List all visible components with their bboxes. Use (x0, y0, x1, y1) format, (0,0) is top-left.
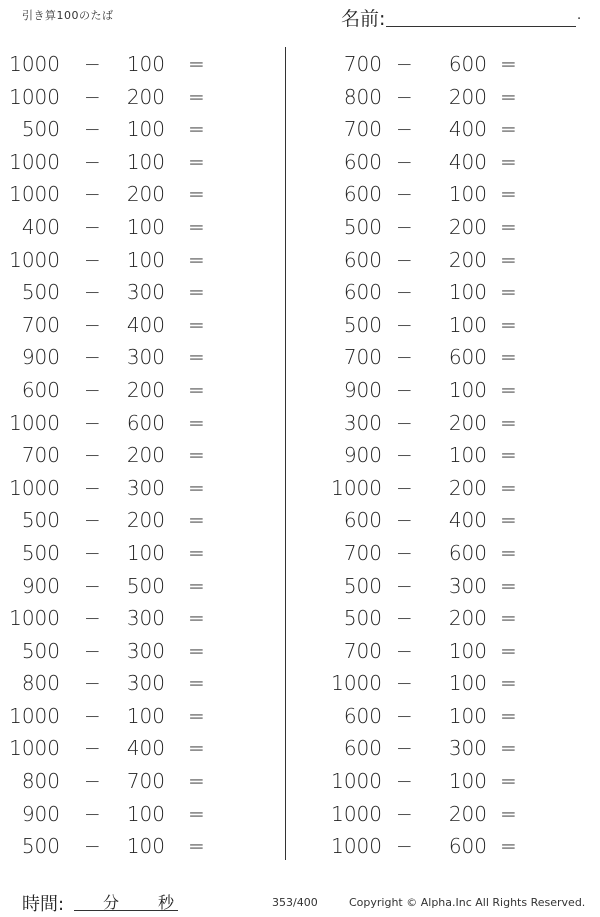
subtrahend: 600 (126, 410, 165, 435)
equals-sign: = (188, 834, 205, 859)
minuend: 1000 (9, 410, 60, 435)
page-number: 353/400 (272, 896, 318, 909)
subtrahend: 100 (126, 703, 165, 728)
minuend: 700 (343, 638, 382, 663)
minus-sign: − (396, 736, 413, 761)
minus-sign: − (396, 769, 413, 794)
minus-sign: − (84, 508, 101, 533)
minuend: 500 (21, 508, 60, 533)
equals-sign: = (188, 769, 205, 794)
minus-sign: − (396, 703, 413, 728)
equals-sign: = (500, 149, 517, 174)
minus-sign: − (84, 84, 101, 109)
problem-row (310, 732, 600, 765)
minuend: 900 (21, 573, 60, 598)
minuend: 1000 (9, 736, 60, 761)
subtrahend: 100 (448, 638, 487, 663)
equals-sign: = (188, 117, 205, 142)
equals-sign: = (500, 410, 517, 435)
problem-row (310, 146, 600, 179)
minutes-label: 分 (103, 893, 120, 912)
subtrahend: 300 (126, 671, 165, 696)
problems-right-column (310, 48, 600, 863)
subtrahend: 100 (126, 52, 165, 76)
seconds-label: 秒 (158, 893, 175, 912)
problem-row (0, 602, 280, 635)
minuend: 1000 (331, 769, 382, 794)
minus-sign: − (84, 638, 101, 663)
minuend: 600 (343, 149, 382, 174)
problem-row (0, 439, 280, 472)
subtrahend: 600 (448, 540, 487, 565)
subtrahend: 100 (126, 214, 165, 239)
minuend: 600 (343, 736, 382, 761)
equals-sign: = (500, 345, 517, 370)
equals-sign: = (188, 247, 205, 272)
equals-sign: = (500, 508, 517, 533)
problem-row (0, 504, 280, 537)
minuend: 500 (21, 834, 60, 859)
subtrahend: 100 (126, 117, 165, 142)
minuend: 600 (21, 377, 60, 402)
subtrahend: 100 (448, 377, 487, 402)
subtrahend: 100 (448, 703, 487, 728)
minus-sign: − (396, 182, 413, 207)
minuend: 500 (21, 280, 60, 305)
subtrahend: 700 (126, 769, 165, 794)
problem-row (0, 537, 280, 570)
minus-sign: − (84, 312, 101, 337)
minuend: 1000 (9, 606, 60, 631)
subtrahend: 300 (126, 475, 165, 500)
minuend: 500 (343, 214, 382, 239)
equals-sign: = (500, 214, 517, 239)
subtrahend: 200 (448, 410, 487, 435)
name-label: 名前: (341, 8, 386, 30)
minus-sign: − (396, 345, 413, 370)
equals-sign: = (500, 117, 517, 142)
minuend: 500 (21, 638, 60, 663)
minuend: 1000 (9, 84, 60, 109)
problem-row (310, 113, 600, 146)
equals-sign: = (188, 475, 205, 500)
problem-row (310, 570, 600, 603)
minuend: 900 (343, 377, 382, 402)
subtrahend: 300 (126, 606, 165, 631)
problem-row (310, 472, 600, 505)
subtrahend: 100 (126, 801, 165, 826)
equals-sign: = (188, 280, 205, 305)
equals-sign: = (500, 801, 517, 826)
equals-sign: = (500, 638, 517, 663)
problem-row (0, 635, 280, 668)
subtrahend: 100 (126, 540, 165, 565)
equals-sign: = (188, 606, 205, 631)
equals-sign: = (188, 671, 205, 696)
problem-row (0, 765, 280, 798)
subtrahend: 200 (126, 84, 165, 109)
problem-row (310, 537, 600, 570)
subtrahend: 300 (448, 573, 487, 598)
minuend: 700 (21, 312, 60, 337)
problem-row (0, 146, 280, 179)
equals-sign: = (500, 475, 517, 500)
minuend: 800 (343, 84, 382, 109)
equals-sign: = (500, 703, 517, 728)
minus-sign: − (84, 703, 101, 728)
subtrahend: 100 (126, 247, 165, 272)
problem-row (0, 407, 280, 440)
problem-row (310, 211, 600, 244)
minus-sign: − (84, 214, 101, 239)
problem-row (0, 700, 280, 733)
name-underline (386, 26, 576, 27)
minuend: 500 (343, 312, 382, 337)
equals-sign: = (188, 410, 205, 435)
problem-row (310, 830, 600, 863)
problem-row (310, 244, 600, 277)
subtrahend: 400 (448, 117, 487, 142)
minuend: 600 (343, 247, 382, 272)
problem-row (310, 439, 600, 472)
problem-row (310, 765, 600, 798)
equals-sign: = (500, 182, 517, 207)
minuend: 1000 (331, 834, 382, 859)
minus-sign: − (396, 117, 413, 142)
minus-sign: − (396, 606, 413, 631)
subtrahend: 300 (126, 280, 165, 305)
minus-sign: − (84, 247, 101, 272)
minus-sign: − (396, 410, 413, 435)
subtrahend: 200 (126, 443, 165, 468)
minuend: 500 (343, 573, 382, 598)
problem-row (0, 341, 280, 374)
minus-sign: − (84, 736, 101, 761)
problem-row (310, 407, 600, 440)
problem-row (310, 504, 600, 537)
subtrahend: 200 (126, 182, 165, 207)
minus-sign: − (396, 801, 413, 826)
minus-sign: − (396, 638, 413, 663)
minus-sign: − (396, 540, 413, 565)
name-field[interactable] (341, 4, 581, 30)
equals-sign: = (188, 149, 205, 174)
problem-row (310, 178, 600, 211)
minus-sign: − (396, 247, 413, 272)
problem-row (0, 374, 280, 407)
subtrahend: 200 (448, 475, 487, 500)
subtrahend: 600 (448, 345, 487, 370)
subtrahend: 100 (448, 280, 487, 305)
problem-row (0, 48, 280, 81)
minus-sign: − (396, 671, 413, 696)
equals-sign: = (500, 573, 517, 598)
minus-sign: − (84, 834, 101, 859)
equals-sign: = (188, 84, 205, 109)
equals-sign: = (188, 573, 205, 598)
equals-sign: = (500, 52, 517, 76)
problem-row (0, 211, 280, 244)
subtrahend: 100 (448, 443, 487, 468)
equals-sign: = (188, 214, 205, 239)
minuend: 1000 (9, 149, 60, 174)
minus-sign: − (396, 508, 413, 533)
subtrahend: 200 (448, 247, 487, 272)
minuend: 400 (21, 214, 60, 239)
problem-row (0, 309, 280, 342)
minuend: 1000 (9, 703, 60, 728)
problem-row (310, 276, 600, 309)
minuend: 1000 (9, 475, 60, 500)
minuend: 600 (343, 508, 382, 533)
subtrahend: 500 (126, 573, 165, 598)
equals-sign: = (188, 508, 205, 533)
equals-sign: = (500, 247, 517, 272)
minus-sign: − (396, 52, 413, 76)
subtrahend: 100 (126, 834, 165, 859)
minus-sign: − (396, 214, 413, 239)
minuend: 1000 (9, 247, 60, 272)
copyright-notice: Copyright © Alpha.Inc All Rights Reserved. (349, 896, 586, 909)
equals-sign: = (188, 540, 205, 565)
problem-row (310, 602, 600, 635)
subtrahend: 300 (448, 736, 487, 761)
equals-sign: = (188, 443, 205, 468)
minus-sign: − (84, 52, 101, 76)
equals-sign: = (500, 312, 517, 337)
column-divider (285, 47, 286, 860)
minuend: 300 (343, 410, 382, 435)
minus-sign: − (396, 573, 413, 598)
subtrahend: 100 (448, 769, 487, 794)
equals-sign: = (188, 182, 205, 207)
minuend: 600 (343, 280, 382, 305)
problem-row (310, 374, 600, 407)
minus-sign: − (396, 377, 413, 402)
equals-sign: = (500, 736, 517, 761)
minus-sign: − (396, 280, 413, 305)
problem-row (0, 244, 280, 277)
minus-sign: − (84, 410, 101, 435)
equals-sign: = (188, 703, 205, 728)
minus-sign: − (84, 149, 101, 174)
minus-sign: − (84, 671, 101, 696)
minus-sign: − (84, 540, 101, 565)
minus-sign: − (84, 475, 101, 500)
minus-sign: − (84, 182, 101, 207)
problem-row (310, 700, 600, 733)
equals-sign: = (500, 834, 517, 859)
minuend: 700 (21, 443, 60, 468)
minuend: 700 (343, 345, 382, 370)
minus-sign: − (396, 475, 413, 500)
problem-row (310, 667, 600, 700)
subtrahend: 100 (126, 149, 165, 174)
minus-sign: − (84, 443, 101, 468)
minuend: 500 (21, 540, 60, 565)
minuend: 700 (343, 540, 382, 565)
equals-sign: = (188, 312, 205, 337)
minuend: 500 (343, 606, 382, 631)
minuend: 1000 (331, 801, 382, 826)
minus-sign: − (84, 345, 101, 370)
minus-sign: − (396, 84, 413, 109)
equals-sign: = (500, 280, 517, 305)
subtrahend: 600 (448, 834, 487, 859)
minus-sign: − (84, 573, 101, 598)
subtrahend: 200 (448, 606, 487, 631)
problem-row (310, 48, 600, 81)
problem-row (0, 113, 280, 146)
equals-sign: = (188, 801, 205, 826)
equals-sign: = (188, 736, 205, 761)
minuend: 900 (343, 443, 382, 468)
problem-row (0, 276, 280, 309)
problem-row (310, 635, 600, 668)
minuend: 900 (21, 345, 60, 370)
minus-sign: − (396, 443, 413, 468)
subtrahend: 400 (448, 149, 487, 174)
minuend: 700 (343, 52, 382, 76)
subtrahend: 300 (126, 638, 165, 663)
problem-row (0, 472, 280, 505)
equals-sign: = (500, 671, 517, 696)
footer (0, 890, 600, 917)
equals-sign: = (500, 84, 517, 109)
minus-sign: − (84, 117, 101, 142)
minuend: 800 (21, 671, 60, 696)
minus-sign: − (396, 312, 413, 337)
problem-row (0, 178, 280, 211)
problem-row (310, 81, 600, 114)
subtrahend: 100 (448, 312, 487, 337)
subtrahend: 200 (126, 508, 165, 533)
minus-sign: − (84, 801, 101, 826)
equals-sign: = (500, 540, 517, 565)
problems-left-column (0, 48, 280, 863)
minuend: 600 (343, 182, 382, 207)
problem-row (0, 798, 280, 831)
subtrahend: 100 (448, 671, 487, 696)
subtrahend: 200 (448, 214, 487, 239)
minuend: 800 (21, 769, 60, 794)
problem-row (310, 798, 600, 831)
problem-row (0, 732, 280, 765)
subtrahend: 400 (126, 312, 165, 337)
equals-sign: = (500, 769, 517, 794)
minuend: 700 (343, 117, 382, 142)
minus-sign: − (84, 280, 101, 305)
minuend: 500 (21, 117, 60, 142)
minuend: 1000 (331, 671, 382, 696)
time-label: 時間: (22, 894, 65, 915)
minus-sign: − (84, 377, 101, 402)
minuend: 600 (343, 703, 382, 728)
problem-row (0, 667, 280, 700)
equals-sign: = (500, 377, 517, 402)
equals-sign: = (188, 345, 205, 370)
subtrahend: 400 (448, 508, 487, 533)
equals-sign: = (500, 606, 517, 631)
subtrahend: 600 (448, 52, 487, 76)
subtrahend: 400 (126, 736, 165, 761)
equals-sign: = (188, 52, 205, 76)
minus-sign: − (396, 149, 413, 174)
subtrahend: 200 (126, 377, 165, 402)
problem-row (310, 309, 600, 342)
name-end-dot: . (577, 8, 582, 23)
problem-row (310, 341, 600, 374)
subtrahend: 200 (448, 84, 487, 109)
problem-row (0, 81, 280, 114)
worksheet-title: 引き算100のたば (22, 9, 114, 22)
minuend: 900 (21, 801, 60, 826)
minuend: 1000 (9, 182, 60, 207)
minus-sign: − (396, 834, 413, 859)
subtrahend: 300 (126, 345, 165, 370)
subtrahend: 200 (448, 801, 487, 826)
subtrahend: 100 (448, 182, 487, 207)
minuend: 1000 (331, 475, 382, 500)
minus-sign: − (84, 606, 101, 631)
minus-sign: − (84, 769, 101, 794)
problem-row (0, 830, 280, 863)
problem-row (0, 570, 280, 603)
minuend: 1000 (9, 52, 60, 76)
equals-sign: = (500, 443, 517, 468)
equals-sign: = (188, 377, 205, 402)
equals-sign: = (188, 638, 205, 663)
